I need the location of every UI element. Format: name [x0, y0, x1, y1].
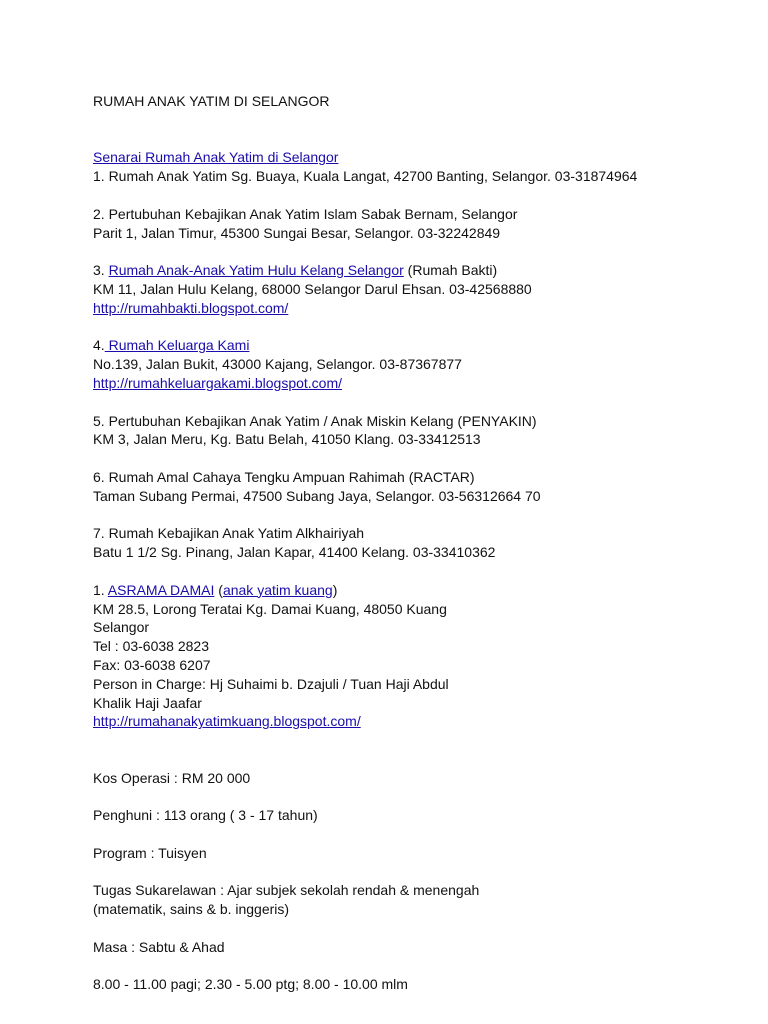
program: Program : Tuisyen [93, 844, 207, 861]
penghuni: Penghuni : 113 orang ( 3 - 17 tahun) [93, 807, 318, 824]
asrama-open-paren: ( [214, 581, 223, 598]
entry-2-address: Parit 1, Jalan Timur, 45300 Sungai Besar, Selangor. 03-32242849 [93, 224, 501, 241]
masa: Masa : Sabtu & Ahad [93, 938, 225, 955]
asrama-url-line [93, 712, 733, 731]
entry-7-name: 7. Rumah Kebajikan Anak Yatim Alkhairiyah [93, 525, 365, 542]
asrama-address-1: KM 28.5, Lorong Teratai Kg. Damai Kuang, 48050 Kuang [93, 600, 447, 617]
document-body [93, 92, 733, 994]
asrama-person-1: Person in Charge: Hj Suhaimi b. Dzajuli / Tuan Haji Abdul [93, 675, 449, 692]
entry-3-prefix: 3. [93, 262, 109, 279]
entry-3-suffix: (Rumah Bakti) [403, 262, 498, 279]
entry-6-address: Taman Subang Permai, 47500 Subang Jaya, Selangor. 03-56312664 70 [93, 487, 541, 504]
rumahanakyatimkuang-url-link[interactable]: http://rumahanakyatimkuang.blogspot.com/ [93, 713, 361, 730]
entry-6-name: 6. Rumah Amal Cahaya Tengku Ampuan Rahimah (RACTAR) [93, 468, 475, 485]
asrama-address-2: Selangor [93, 619, 150, 636]
asrama-damai-link[interactable]: ASRAMA DAMAI [107, 581, 215, 598]
entry-4-url-line [93, 374, 733, 393]
entry-1: 1. Rumah Anak Yatim Sg. Buaya, Kuala Langat, 42700 Banting, Selangor. 03-31874964 [93, 168, 638, 185]
entry-5-name: 5. Pertubuhan Kebajikan Anak Yatim / Anak Miskin Kelang (PENYAKIN) [93, 412, 537, 429]
document-title: RUMAH ANAK YATIM DI SELANGOR [93, 93, 330, 109]
entry-4-name [93, 336, 733, 355]
asrama-tel: Tel : 03-6038 2823 [93, 638, 209, 655]
senarai-link[interactable]: Senarai Rumah Anak Yatim di Selangor [93, 149, 339, 166]
asrama-heading [93, 581, 733, 600]
rumah-keluarga-kami-link[interactable]: Rumah Keluarga Kami [104, 337, 250, 354]
asrama-prefix: 1. [93, 581, 108, 598]
entry-4-prefix: 4. [93, 337, 105, 354]
list-link-line [93, 148, 733, 167]
asrama-fax: Fax: 03-6038 6207 [93, 656, 211, 673]
entry-3-name [93, 261, 733, 280]
entry-3-address: KM 11, Jalan Hulu Kelang, 68000 Selangor Darul Ehsan. 03-42568880 [93, 280, 532, 297]
rumah-bakti-link[interactable]: Rumah Anak-Anak Yatim Hulu Kelang Selangor [108, 262, 404, 279]
asrama-close-paren: ) [332, 581, 338, 598]
entry-2-name: 2. Pertubuhan Kebajikan Anak Yatim Islam Sabak Bernam, Selangor [93, 205, 518, 222]
asrama-person-2: Khalik Haji Jaafar [93, 694, 202, 711]
entry-3-url-line [93, 299, 733, 318]
tugas-sukarelawan-2: (matematik, sains & b. inggeris) [93, 901, 290, 918]
tugas-sukarelawan-1: Tugas Sukarelawan : Ajar subjek sekolah rendah & menengah [93, 882, 480, 899]
waktu: 8.00 - 11.00 pagi; 2.30 - 5.00 ptg; 8.00 - 10.00 mlm [93, 976, 408, 993]
entry-5-address: KM 3, Jalan Meru, Kg. Batu Belah, 41050 Klang. 03-33412513 [93, 431, 481, 448]
entry-7-address: Batu 1 1/2 Sg. Pinang, Jalan Kapar, 41400 Kelang. 03-33410362 [93, 544, 496, 561]
anak-yatim-kuang-link[interactable]: anak yatim kuang [222, 581, 333, 598]
kos-operasi: Kos Operasi : RM 20 000 [93, 769, 251, 786]
rumahkeluargakami-url-link[interactable]: http://rumahkeluargakami.blogspot.com/ [93, 374, 343, 391]
rumahbakti-url-link[interactable]: http://rumahbakti.blogspot.com/ [93, 299, 289, 316]
entry-4-address: No.139, Jalan Bukit, 43000 Kajang, Selangor. 03-87367877 [93, 356, 462, 373]
